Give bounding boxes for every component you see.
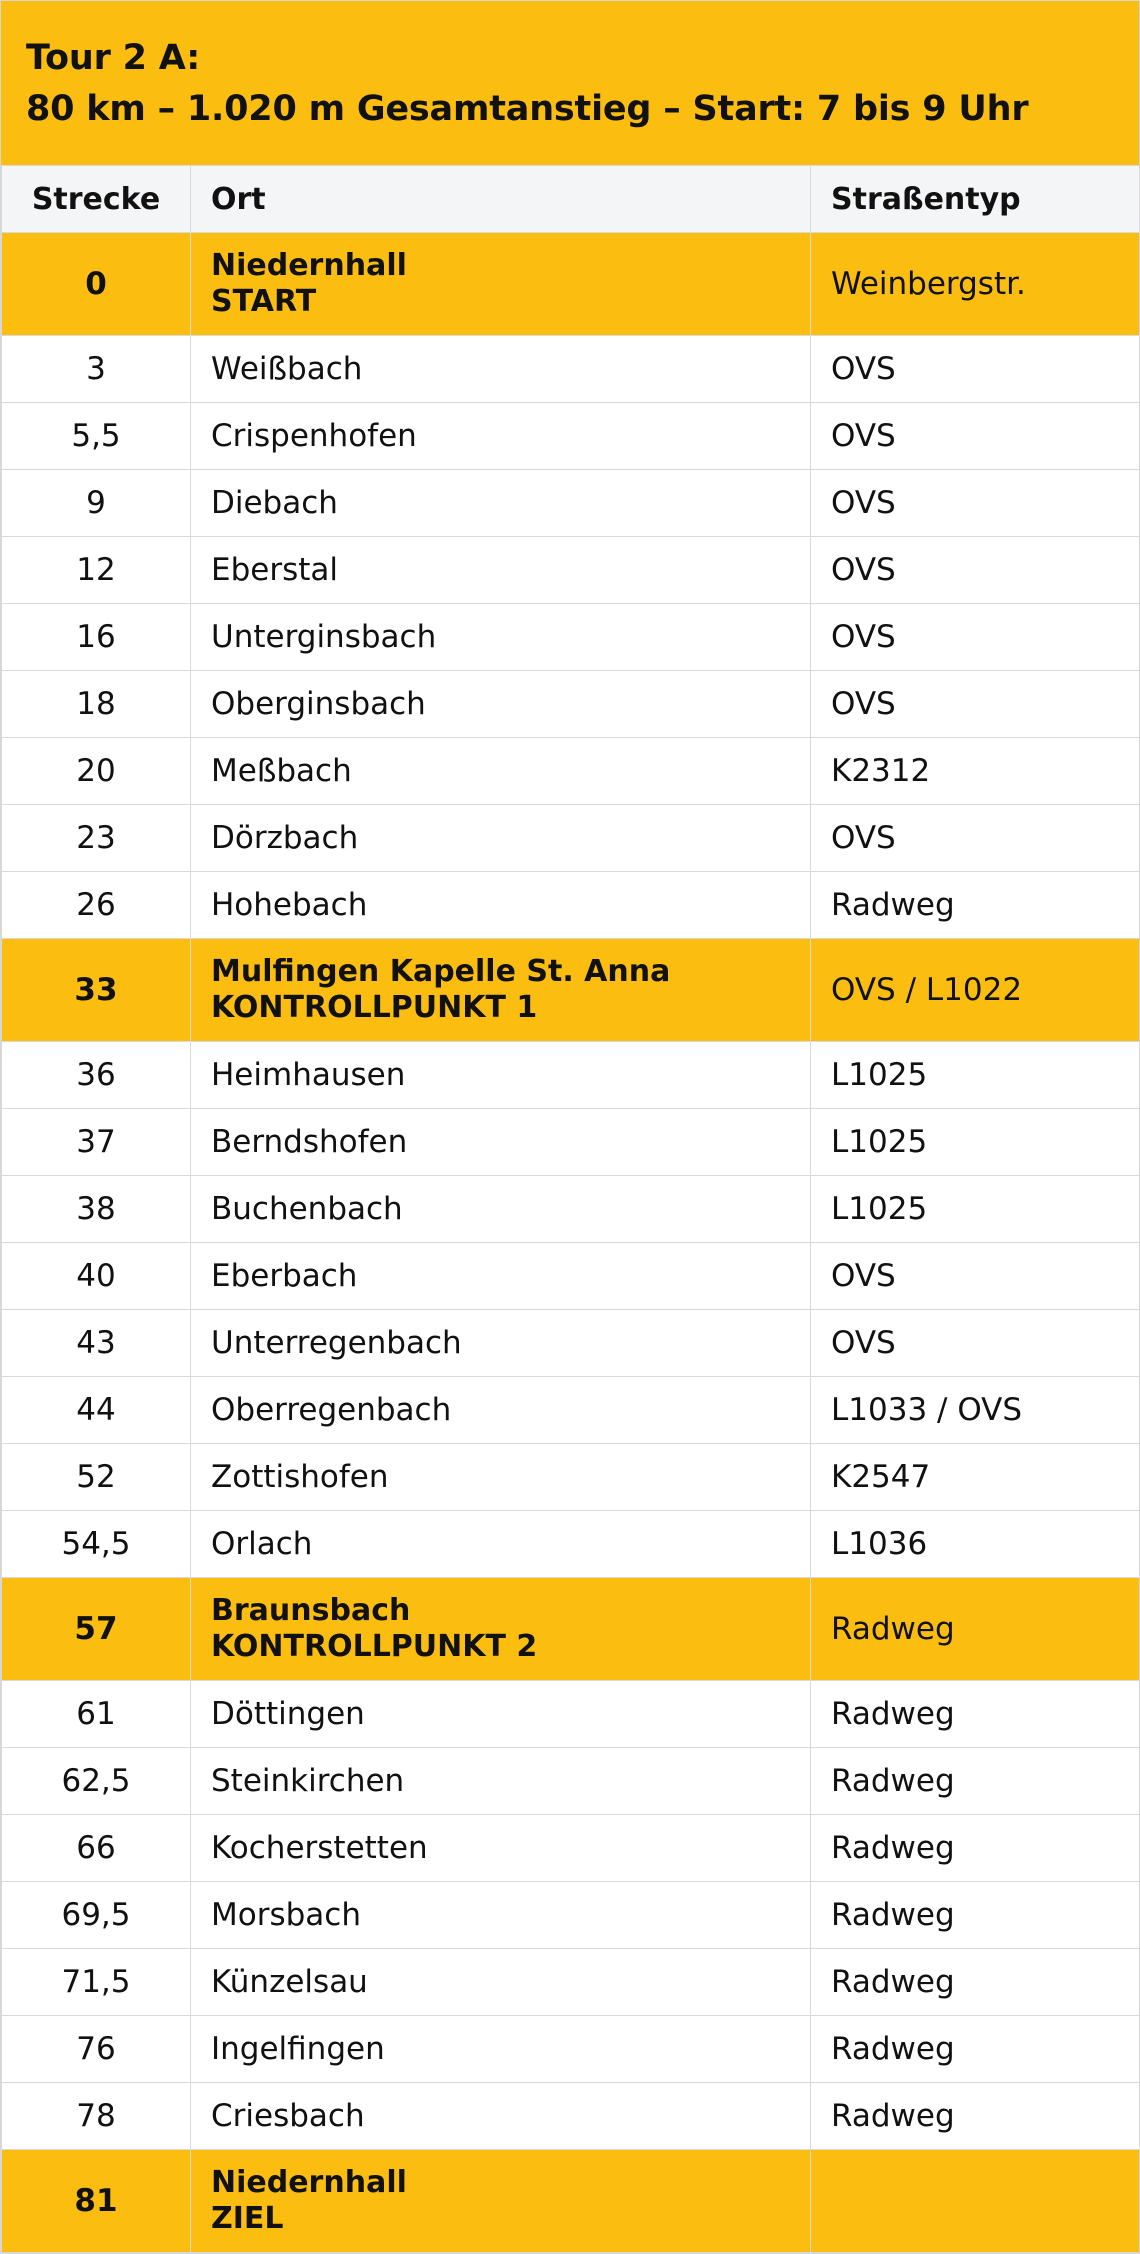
place-name: Orlach [211, 1526, 313, 1562]
road-type-cell: Radweg [811, 1681, 1140, 1748]
place-name: Zottishofen [211, 1459, 389, 1495]
table-row [2, 1815, 1140, 1882]
table-row [2, 2083, 1140, 2150]
tour-summary: 80 km – 1.020 m Gesamtanstieg – Start: 7 bis 9 Uhr [26, 89, 1029, 129]
place-name: Unterginsbach [211, 619, 437, 655]
table-row [2, 537, 1140, 604]
place-name: Criesbach [211, 2098, 365, 2134]
place-cell [191, 1815, 811, 1882]
place-cell [191, 2083, 811, 2150]
table-row [2, 1511, 1140, 1578]
table-row-checkpoint [2, 1578, 1140, 1681]
road-type-cell: Radweg [811, 2016, 1140, 2083]
place-note: START [211, 284, 317, 319]
place-cell [191, 403, 811, 470]
table-row-checkpoint [2, 939, 1140, 1042]
table-row [2, 1042, 1140, 1109]
table-row [2, 1310, 1140, 1377]
place-name: Braunsbach [211, 1593, 411, 1628]
distance-cell: 66 [2, 1815, 191, 1882]
table-row [2, 2016, 1140, 2083]
table-row [2, 671, 1140, 738]
distance-cell: 54,5 [2, 1511, 191, 1578]
place-name: Diebach [211, 485, 338, 521]
distance-cell: 61 [2, 1681, 191, 1748]
distance-cell: 23 [2, 805, 191, 872]
distance-cell: 3 [2, 336, 191, 403]
place-name: Meßbach [211, 753, 352, 789]
column-header-road-type: Straßentyp [811, 166, 1140, 233]
road-type-cell: OVS [811, 1243, 1140, 1310]
road-type-cell: Radweg [811, 1882, 1140, 1949]
distance-cell: 16 [2, 604, 191, 671]
place-cell [191, 604, 811, 671]
place-name: Oberregenbach [211, 1392, 452, 1428]
place-name: Crispenhofen [211, 418, 417, 454]
table-row [2, 805, 1140, 872]
place-name: Dörzbach [211, 820, 359, 856]
table-row-checkpoint [2, 2150, 1140, 2253]
table-row [2, 1949, 1140, 2016]
distance-cell: 38 [2, 1176, 191, 1243]
place-cell [191, 805, 811, 872]
place-cell [191, 1681, 811, 1748]
place-cell [191, 1882, 811, 1949]
distance-cell: 5,5 [2, 403, 191, 470]
place-name: Niedernhall [211, 248, 407, 283]
column-header-distance: Strecke [2, 166, 191, 233]
place-cell [191, 470, 811, 537]
place-note: KONTROLLPUNKT 1 [211, 990, 538, 1025]
table-row [2, 403, 1140, 470]
road-type-cell: OVS [811, 336, 1140, 403]
table-row [2, 1882, 1140, 1949]
place-cell [191, 738, 811, 805]
distance-cell: 40 [2, 1243, 191, 1310]
distance-cell: 0 [2, 233, 191, 336]
table-row [2, 1109, 1140, 1176]
road-type-cell: L1025 [811, 1109, 1140, 1176]
distance-cell: 78 [2, 2083, 191, 2150]
distance-cell: 33 [2, 939, 191, 1042]
road-type-cell: OVS [811, 470, 1140, 537]
place-cell [191, 1377, 811, 1444]
place-cell [191, 537, 811, 604]
tour-title-banner [1, 1, 1139, 165]
road-type-cell: OVS / L1022 [811, 939, 1140, 1042]
place-cell [191, 1243, 811, 1310]
place-cell [191, 671, 811, 738]
place-cell [191, 233, 811, 336]
road-type-cell: OVS [811, 1310, 1140, 1377]
place-name: Heimhausen [211, 1057, 406, 1093]
table-row [2, 1748, 1140, 1815]
place-cell [191, 1109, 811, 1176]
road-type-cell: Radweg [811, 1949, 1140, 2016]
distance-cell: 20 [2, 738, 191, 805]
place-name: Berndshofen [211, 1124, 408, 1160]
place-name: Buchenbach [211, 1191, 403, 1227]
place-note: KONTROLLPUNKT 2 [211, 1629, 538, 1664]
place-name: Künzelsau [211, 1964, 368, 2000]
place-cell [191, 1949, 811, 2016]
route-table [1, 165, 1140, 2253]
distance-cell: 26 [2, 872, 191, 939]
road-type-cell: K2312 [811, 738, 1140, 805]
distance-cell: 57 [2, 1578, 191, 1681]
road-type-cell: Radweg [811, 872, 1140, 939]
road-type-cell: Radweg [811, 2083, 1140, 2150]
road-type-cell: L1025 [811, 1176, 1140, 1243]
distance-cell: 9 [2, 470, 191, 537]
table-row [2, 1377, 1140, 1444]
table-row [2, 1243, 1140, 1310]
table-row [2, 1176, 1140, 1243]
road-type-cell: L1033 / OVS [811, 1377, 1140, 1444]
place-name: Döttingen [211, 1696, 365, 1732]
place-cell [191, 2150, 811, 2253]
road-type-cell: Radweg [811, 1748, 1140, 1815]
road-type-cell: OVS [811, 537, 1140, 604]
place-name: Morsbach [211, 1897, 361, 1933]
route-table-body [2, 233, 1140, 2253]
table-header-row [2, 166, 1140, 233]
table-row [2, 470, 1140, 537]
distance-cell: 44 [2, 1377, 191, 1444]
road-type-cell: K2547 [811, 1444, 1140, 1511]
road-type-cell: OVS [811, 805, 1140, 872]
place-name: Ingelfingen [211, 2031, 385, 2067]
place-cell [191, 1578, 811, 1681]
road-type-cell: OVS [811, 604, 1140, 671]
distance-cell: 71,5 [2, 1949, 191, 2016]
place-name: Eberbach [211, 1258, 358, 1294]
place-cell [191, 1511, 811, 1578]
place-cell [191, 2016, 811, 2083]
table-row [2, 872, 1140, 939]
table-row [2, 1444, 1140, 1511]
place-name: Steinkirchen [211, 1763, 405, 1799]
place-name: Niedernhall [211, 2165, 407, 2200]
road-type-cell: OVS [811, 671, 1140, 738]
place-cell [191, 1042, 811, 1109]
distance-cell: 62,5 [2, 1748, 191, 1815]
place-note: ZIEL [211, 2201, 284, 2236]
distance-cell: 81 [2, 2150, 191, 2253]
place-name: Kocherstetten [211, 1830, 428, 1866]
place-cell [191, 336, 811, 403]
road-type-cell: Weinbergstr. [811, 233, 1140, 336]
place-name: Mulfingen Kapelle St. Anna [211, 954, 671, 989]
road-type-cell: OVS [811, 403, 1140, 470]
table-row [2, 336, 1140, 403]
place-cell [191, 1748, 811, 1815]
distance-cell: 52 [2, 1444, 191, 1511]
place-name: Oberginsbach [211, 686, 426, 722]
road-type-cell: L1036 [811, 1511, 1140, 1578]
column-header-place: Ort [191, 166, 811, 233]
place-name: Eberstal [211, 552, 338, 588]
table-row-checkpoint [2, 233, 1140, 336]
road-type-cell: Radweg [811, 1815, 1140, 1882]
place-name: Unterregenbach [211, 1325, 462, 1361]
distance-cell: 69,5 [2, 1882, 191, 1949]
table-row [2, 604, 1140, 671]
table-row [2, 738, 1140, 805]
road-type-cell [811, 2150, 1140, 2253]
table-row [2, 1681, 1140, 1748]
distance-cell: 43 [2, 1310, 191, 1377]
place-cell [191, 872, 811, 939]
distance-cell: 37 [2, 1109, 191, 1176]
place-cell [191, 1444, 811, 1511]
place-cell [191, 939, 811, 1042]
distance-cell: 12 [2, 537, 191, 604]
tour-title: Tour 2 A: [26, 38, 201, 78]
place-name: Weißbach [211, 351, 363, 387]
distance-cell: 76 [2, 2016, 191, 2083]
distance-cell: 36 [2, 1042, 191, 1109]
place-name: Hohebach [211, 887, 368, 923]
road-type-cell: L1025 [811, 1042, 1140, 1109]
road-type-cell: Radweg [811, 1578, 1140, 1681]
distance-cell: 18 [2, 671, 191, 738]
place-cell [191, 1310, 811, 1377]
place-cell [191, 1176, 811, 1243]
